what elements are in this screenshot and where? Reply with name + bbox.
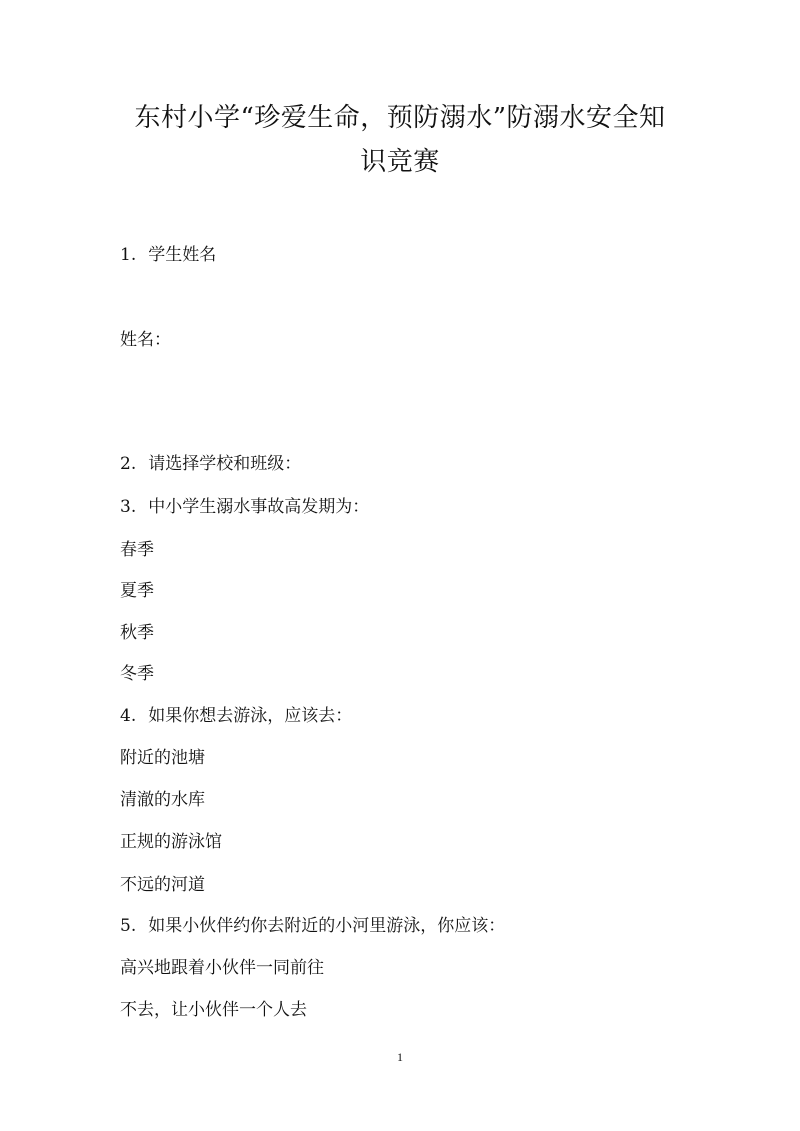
question-number: 5. (120, 916, 137, 936)
question-3 (120, 495, 369, 519)
q4-option-3[interactable]: 正规的游泳馆 (120, 832, 222, 852)
q4-option-1[interactable]: 附近的池塘 (120, 748, 205, 768)
question-number: 1. (120, 245, 137, 265)
q4-option-2[interactable]: 清澈的水库 (120, 790, 205, 810)
question-text: 如果小伙伴约你去附近的小河里游泳，你应该： (148, 916, 506, 936)
question-2 (120, 452, 301, 476)
q4-option-4[interactable]: 不远的河道 (120, 875, 205, 895)
question-number: 3. (120, 497, 137, 517)
question-1 (120, 243, 216, 267)
q5-option-1[interactable]: 高兴地跟着小伙伴一同前往 (120, 958, 324, 978)
question-text: 如果你想去游泳，应该去： (148, 706, 353, 726)
q3-option-3[interactable]: 秋季 (120, 623, 154, 643)
question-number: 4. (120, 706, 137, 726)
q3-option-2[interactable]: 夏季 (120, 581, 154, 601)
q3-option-1[interactable]: 春季 (120, 540, 154, 560)
q5-option-2[interactable]: 不去，让小伙伴一个人去 (120, 1000, 307, 1020)
question-5 (120, 914, 505, 938)
question-4 (120, 704, 352, 728)
document-title (100, 96, 700, 184)
name-field-label: 姓名： (120, 330, 171, 350)
question-text: 请选择学校和班级： (148, 454, 302, 474)
page-number: 1 (397, 1050, 403, 1064)
title-line-1: 东村小学“珍爱生命，预防溺水”防溺水安全知 (134, 103, 666, 133)
q3-option-4[interactable]: 冬季 (120, 664, 154, 684)
question-number: 2. (120, 454, 137, 474)
question-text: 中小学生溺水事故高发期为： (148, 497, 370, 517)
title-line-2: 识竞赛 (360, 147, 440, 177)
question-text: 学生姓名 (148, 245, 217, 265)
